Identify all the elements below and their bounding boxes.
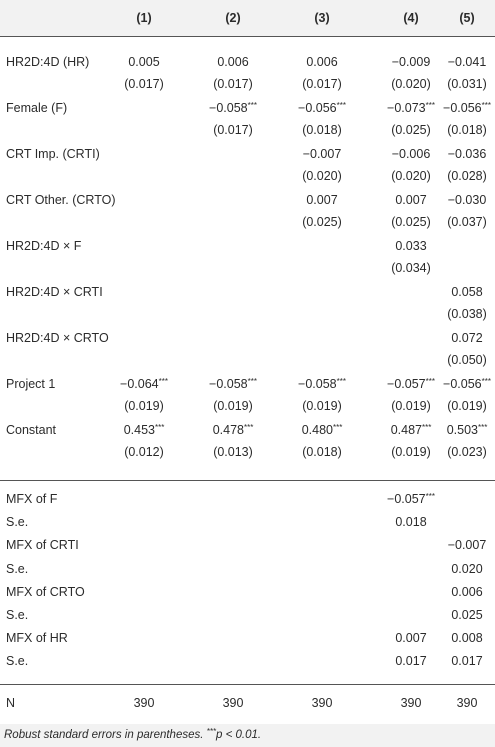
coefficient-cell: 0.072 — [451, 331, 483, 345]
coefficient-cell: 0.058 — [451, 285, 483, 299]
mfx-label: S.e. — [6, 608, 29, 622]
coefficient-cell: −0.009 — [391, 55, 431, 69]
n-value: 390 — [400, 696, 422, 710]
coefficient-cell: −0.058*** — [298, 377, 346, 391]
coefficient-cell: 0.487*** — [390, 423, 432, 437]
standard-error-cell: (0.017) — [213, 123, 253, 137]
coefficient-cell: −0.006 — [391, 147, 431, 161]
coefficient-cell: 0.006 — [217, 55, 249, 69]
coefficient-cell: −0.058*** — [209, 377, 257, 391]
mfx-label: MFX of CRTI — [6, 538, 79, 552]
row-label: Constant — [6, 423, 57, 437]
standard-error-cell: (0.019) — [447, 399, 487, 413]
standard-error-cell: (0.037) — [447, 215, 487, 229]
standard-error-cell: (0.019) — [302, 399, 342, 413]
row-label: HR2D:4D (HR) — [6, 55, 90, 69]
coefficient-cell: −0.056*** — [443, 377, 491, 391]
mfx-value: −0.007 — [447, 538, 487, 552]
standard-error-cell: (0.031) — [447, 77, 487, 91]
standard-error-cell: (0.018) — [302, 445, 342, 459]
coefficient-cell: −0.056*** — [443, 101, 491, 115]
coefficient-cell: −0.064*** — [120, 377, 168, 391]
coefficient-cell: −0.030 — [447, 193, 487, 207]
standard-error-cell: (0.020) — [302, 169, 342, 183]
standard-error-cell: (0.025) — [391, 123, 431, 137]
column-header: (3) — [314, 11, 330, 25]
standard-error-cell: (0.025) — [391, 215, 431, 229]
standard-error-cell: (0.018) — [447, 123, 487, 137]
standard-error-cell: (0.050) — [447, 353, 487, 367]
column-header: (5) — [459, 11, 475, 25]
n-label: N — [6, 696, 16, 710]
row-label: CRT Other. (CRTO) — [6, 193, 116, 207]
standard-error-cell: (0.012) — [124, 445, 164, 459]
standard-error-cell: (0.019) — [213, 399, 253, 413]
table-footnote: Robust standard errors in parentheses. ***p < 0.01. — [4, 727, 262, 741]
mfx-value: 0.007 — [395, 631, 427, 645]
coefficient-cell: 0.503*** — [446, 423, 488, 437]
standard-error-cell: (0.017) — [302, 77, 342, 91]
n-value: 390 — [222, 696, 244, 710]
coefficient-cell: 0.478*** — [212, 423, 254, 437]
mfx-label: MFX of HR — [6, 631, 68, 645]
standard-error-cell: (0.019) — [391, 399, 431, 413]
row-label: Female (F) — [6, 101, 68, 115]
mfx-value: 0.006 — [451, 585, 483, 599]
coefficient-cell: −0.007 — [302, 147, 342, 161]
standard-error-cell: (0.038) — [447, 307, 487, 321]
n-value: 390 — [133, 696, 155, 710]
mfx-value: 0.008 — [451, 631, 483, 645]
standard-error-cell: (0.018) — [302, 123, 342, 137]
n-rule — [0, 684, 495, 685]
standard-error-cell: (0.017) — [124, 77, 164, 91]
row-label: HR2D:4D × CRTI — [6, 285, 103, 299]
coefficient-cell: 0.006 — [306, 55, 338, 69]
standard-error-cell: (0.013) — [213, 445, 253, 459]
coefficient-cell: −0.058*** — [209, 101, 257, 115]
standard-error-cell: (0.019) — [124, 399, 164, 413]
header-rule — [0, 36, 495, 37]
standard-error-cell: (0.020) — [391, 169, 431, 183]
mfx-label: S.e. — [6, 515, 29, 529]
coefficient-cell: 0.005 — [128, 55, 160, 69]
mfx-value: 0.018 — [395, 515, 427, 529]
mfx-value: 0.025 — [451, 608, 483, 622]
row-label: Project 1 — [6, 377, 56, 391]
column-header: (1) — [136, 11, 152, 25]
mfx-value: 0.017 — [395, 654, 427, 668]
mfx-label: S.e. — [6, 654, 29, 668]
standard-error-cell: (0.028) — [447, 169, 487, 183]
standard-error-cell: (0.023) — [447, 445, 487, 459]
coefficient-cell: −0.056*** — [298, 101, 346, 115]
standard-error-cell: (0.017) — [213, 77, 253, 91]
coefficient-cell: −0.073*** — [387, 101, 435, 115]
standard-error-cell: (0.020) — [391, 77, 431, 91]
coefficient-cell: 0.453*** — [123, 423, 165, 437]
coefficient-cell: 0.033 — [395, 239, 427, 253]
standard-error-cell: (0.019) — [391, 445, 431, 459]
column-header: (2) — [225, 11, 241, 25]
mfx-label: S.e. — [6, 562, 29, 576]
n-value: 390 — [456, 696, 478, 710]
coefficient-cell: 0.007 — [306, 193, 338, 207]
mfx-label: MFX of F — [6, 492, 58, 506]
mfx-value: −0.057*** — [387, 492, 435, 506]
coefficient-cell: −0.041 — [447, 55, 487, 69]
mfx-value: 0.017 — [451, 654, 483, 668]
row-label: HR2D:4D × F — [6, 239, 82, 253]
row-label: HR2D:4D × CRTO — [6, 331, 109, 345]
coefficient-cell: −0.057*** — [387, 377, 435, 391]
standard-error-cell: (0.034) — [391, 261, 431, 275]
n-value: 390 — [311, 696, 333, 710]
coefficient-cell: −0.036 — [447, 147, 487, 161]
mfx-label: MFX of CRTO — [6, 585, 85, 599]
mfx-value: 0.020 — [451, 562, 483, 576]
row-label: CRT Imp. (CRTI) — [6, 147, 100, 161]
mfx-rule — [0, 480, 495, 481]
coefficient-cell: 0.007 — [395, 193, 427, 207]
standard-error-cell: (0.025) — [302, 215, 342, 229]
column-header: (4) — [403, 11, 419, 25]
coefficient-cell: 0.480*** — [301, 423, 343, 437]
